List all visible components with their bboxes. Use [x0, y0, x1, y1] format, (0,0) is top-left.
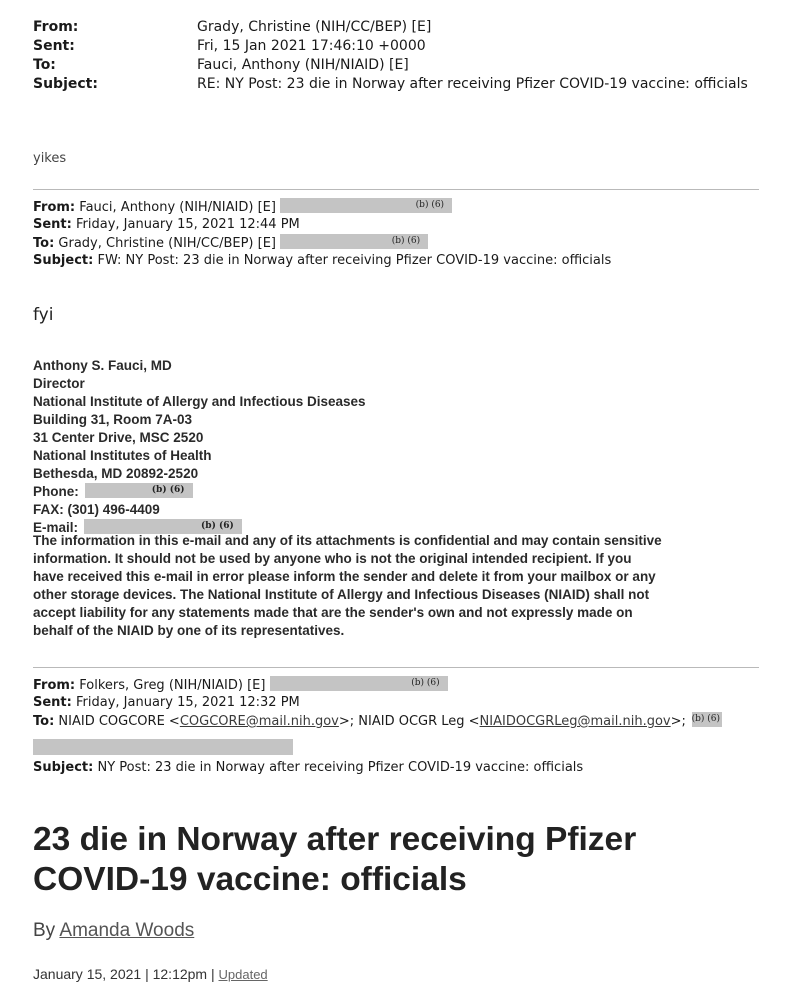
header-to-value: Fauci, Anthony (NIH/NIAID) [E] — [197, 57, 409, 73]
fwd1-to-row — [33, 234, 611, 252]
header-subject-label: Subject: — [33, 76, 98, 92]
header-from-value: Grady, Christine (NIH/CC/BEP) [E] — [197, 19, 432, 35]
divider — [33, 189, 759, 190]
ocgr-email-link[interactable]: NIAIDOCGRLeg@mail.nih.gov — [479, 714, 671, 729]
redaction-code: (b) (6) — [391, 236, 421, 246]
article-date: January 15, 2021 | 12:12pm | — [33, 966, 215, 982]
sig-email-label: E-mail: — [33, 520, 79, 535]
header-to-row — [33, 56, 773, 75]
header-subject-value: RE: NY Post: 23 die in Norway after receiving Pfizer COVID-19 vaccine: officials — [197, 76, 748, 92]
header-to-label: To: — [33, 57, 56, 73]
disclaimer-line: accept liability for any statements made that are the sender's own and not expressly made on — [33, 605, 633, 620]
fwd1-subject-value: FW: NY Post: 23 die in Norway after receiving Pfizer COVID-19 vaccine: officials — [97, 253, 612, 268]
updated-link[interactable]: Updated — [218, 967, 268, 982]
fwd2-from-value: Folkers, Greg (NIH/NIAID) [E] — [79, 678, 266, 693]
fwd1-to-label: To: — [33, 236, 55, 251]
fwd2-subject-label: Subject: — [33, 760, 94, 775]
redaction-code: (b) (6) — [411, 678, 440, 688]
sig-fax: FAX: (301) 496-4409 — [33, 502, 160, 517]
redaction-box — [280, 198, 452, 213]
sig-street: 31 Center Drive, MSC 2520 — [33, 430, 204, 445]
reply-body: yikes — [33, 151, 67, 166]
fwd2-to-row — [33, 712, 722, 730]
forward-body: fyi — [33, 305, 54, 325]
fwd1-from-label: From: — [33, 200, 76, 215]
disclaimer-line: have received this e-mail in error please inform the sender and delete it from your mailbox or any — [33, 569, 656, 584]
fwd1-subject-row — [33, 252, 611, 270]
sig-title: Director — [33, 376, 85, 391]
fwd1-to-value: Grady, Christine (NIH/CC/BEP) [E] — [58, 236, 276, 251]
fwd1-from-row — [33, 198, 611, 216]
fwd2-subject-row — [33, 759, 583, 777]
redaction-code: (b) (6) — [415, 200, 445, 210]
sig-phone-row — [33, 483, 366, 501]
fwd2-to-mid: >; NIAID OCGR Leg < — [338, 714, 480, 729]
article-byline — [33, 920, 194, 942]
disclaimer-line: behalf of the NIAID by one of its representatives. — [33, 623, 345, 638]
sig-org: National Institute of Allergy and Infectious Diseases — [33, 394, 366, 409]
disclaimer-line: The information in this e-mail and any of its attachments is confidential and may contain sensitive — [33, 533, 662, 548]
fwd1-sent-value: Friday, January 15, 2021 12:44 PM — [76, 217, 300, 232]
fwd2-subject — [33, 759, 583, 777]
redaction-code: (b) (6) — [691, 714, 721, 724]
header-sent-label: Sent: — [33, 38, 75, 54]
redaction-box — [33, 739, 293, 755]
fwd2-to-suffix: >; — [670, 714, 686, 729]
fwd2-subject-value: NY Post: 23 die in Norway after receiving Pfizer COVID-19 vaccine: officials — [97, 760, 584, 775]
fwd1-from-value: Fauci, Anthony (NIH/NIAID) [E] — [79, 200, 276, 215]
redaction-code: (b) (6) — [151, 485, 185, 495]
cogcore-email-link[interactable]: COGCORE@mail.nih.gov — [179, 714, 339, 729]
sig-name: Anthony S. Fauci, MD — [33, 358, 172, 373]
fwd2-sent-value: Friday, January 15, 2021 12:32 PM — [76, 695, 300, 710]
sig-building: Building 31, Room 7A-03 — [33, 412, 193, 427]
disclaimer-line: information. It should not be used by anyone who is not the original intended recipient. If you — [33, 551, 632, 566]
fwd2-sent-row — [33, 694, 722, 712]
headline-line: COVID-19 vaccine: officials — [33, 861, 467, 898]
fwd2-from-row — [33, 676, 722, 694]
redaction-box — [692, 712, 722, 727]
redaction-box — [270, 676, 448, 691]
byline-prefix: By — [33, 920, 56, 941]
forward-header-2 — [33, 676, 722, 730]
header-subject-row — [33, 75, 773, 94]
fwd2-to-prefix: NIAID COGCORE < — [58, 714, 180, 729]
fwd1-subject-label: Subject: — [33, 253, 94, 268]
redaction-box — [280, 234, 428, 249]
confidentiality-disclaimer — [33, 532, 773, 640]
headline-line: 23 die in Norway after receiving Pfizer — [33, 821, 637, 858]
fwd1-sent-label: Sent: — [33, 217, 72, 232]
disclaimer-line: other storage devices. The National Institute of Allergy and Infectious Diseases (NIAID) shall not — [33, 587, 650, 602]
article-dateline — [33, 966, 268, 982]
email-header — [33, 18, 773, 94]
divider — [33, 667, 759, 668]
header-sent-row — [33, 37, 773, 56]
header-from-label: From: — [33, 19, 79, 35]
fwd2-sent-label: Sent: — [33, 695, 72, 710]
fwd2-from-label: From: — [33, 678, 76, 693]
signature-block — [33, 357, 366, 537]
sig-institutes: National Institutes of Health — [33, 448, 212, 463]
header-sent-value: Fri, 15 Jan 2021 17:46:10 +0000 — [197, 38, 426, 54]
redaction-code: (b) (6) — [201, 521, 234, 531]
article-headline — [33, 820, 636, 900]
sig-city: Bethesda, MD 20892-2520 — [33, 466, 199, 481]
fwd2-to-label: To: — [33, 714, 55, 729]
author-link[interactable]: Amanda Woods — [59, 920, 195, 941]
redaction-box — [85, 483, 193, 498]
header-from-row — [33, 18, 773, 37]
forward-header-1 — [33, 198, 611, 270]
sig-phone-label: Phone: — [33, 484, 79, 499]
fwd1-sent-row — [33, 216, 611, 234]
